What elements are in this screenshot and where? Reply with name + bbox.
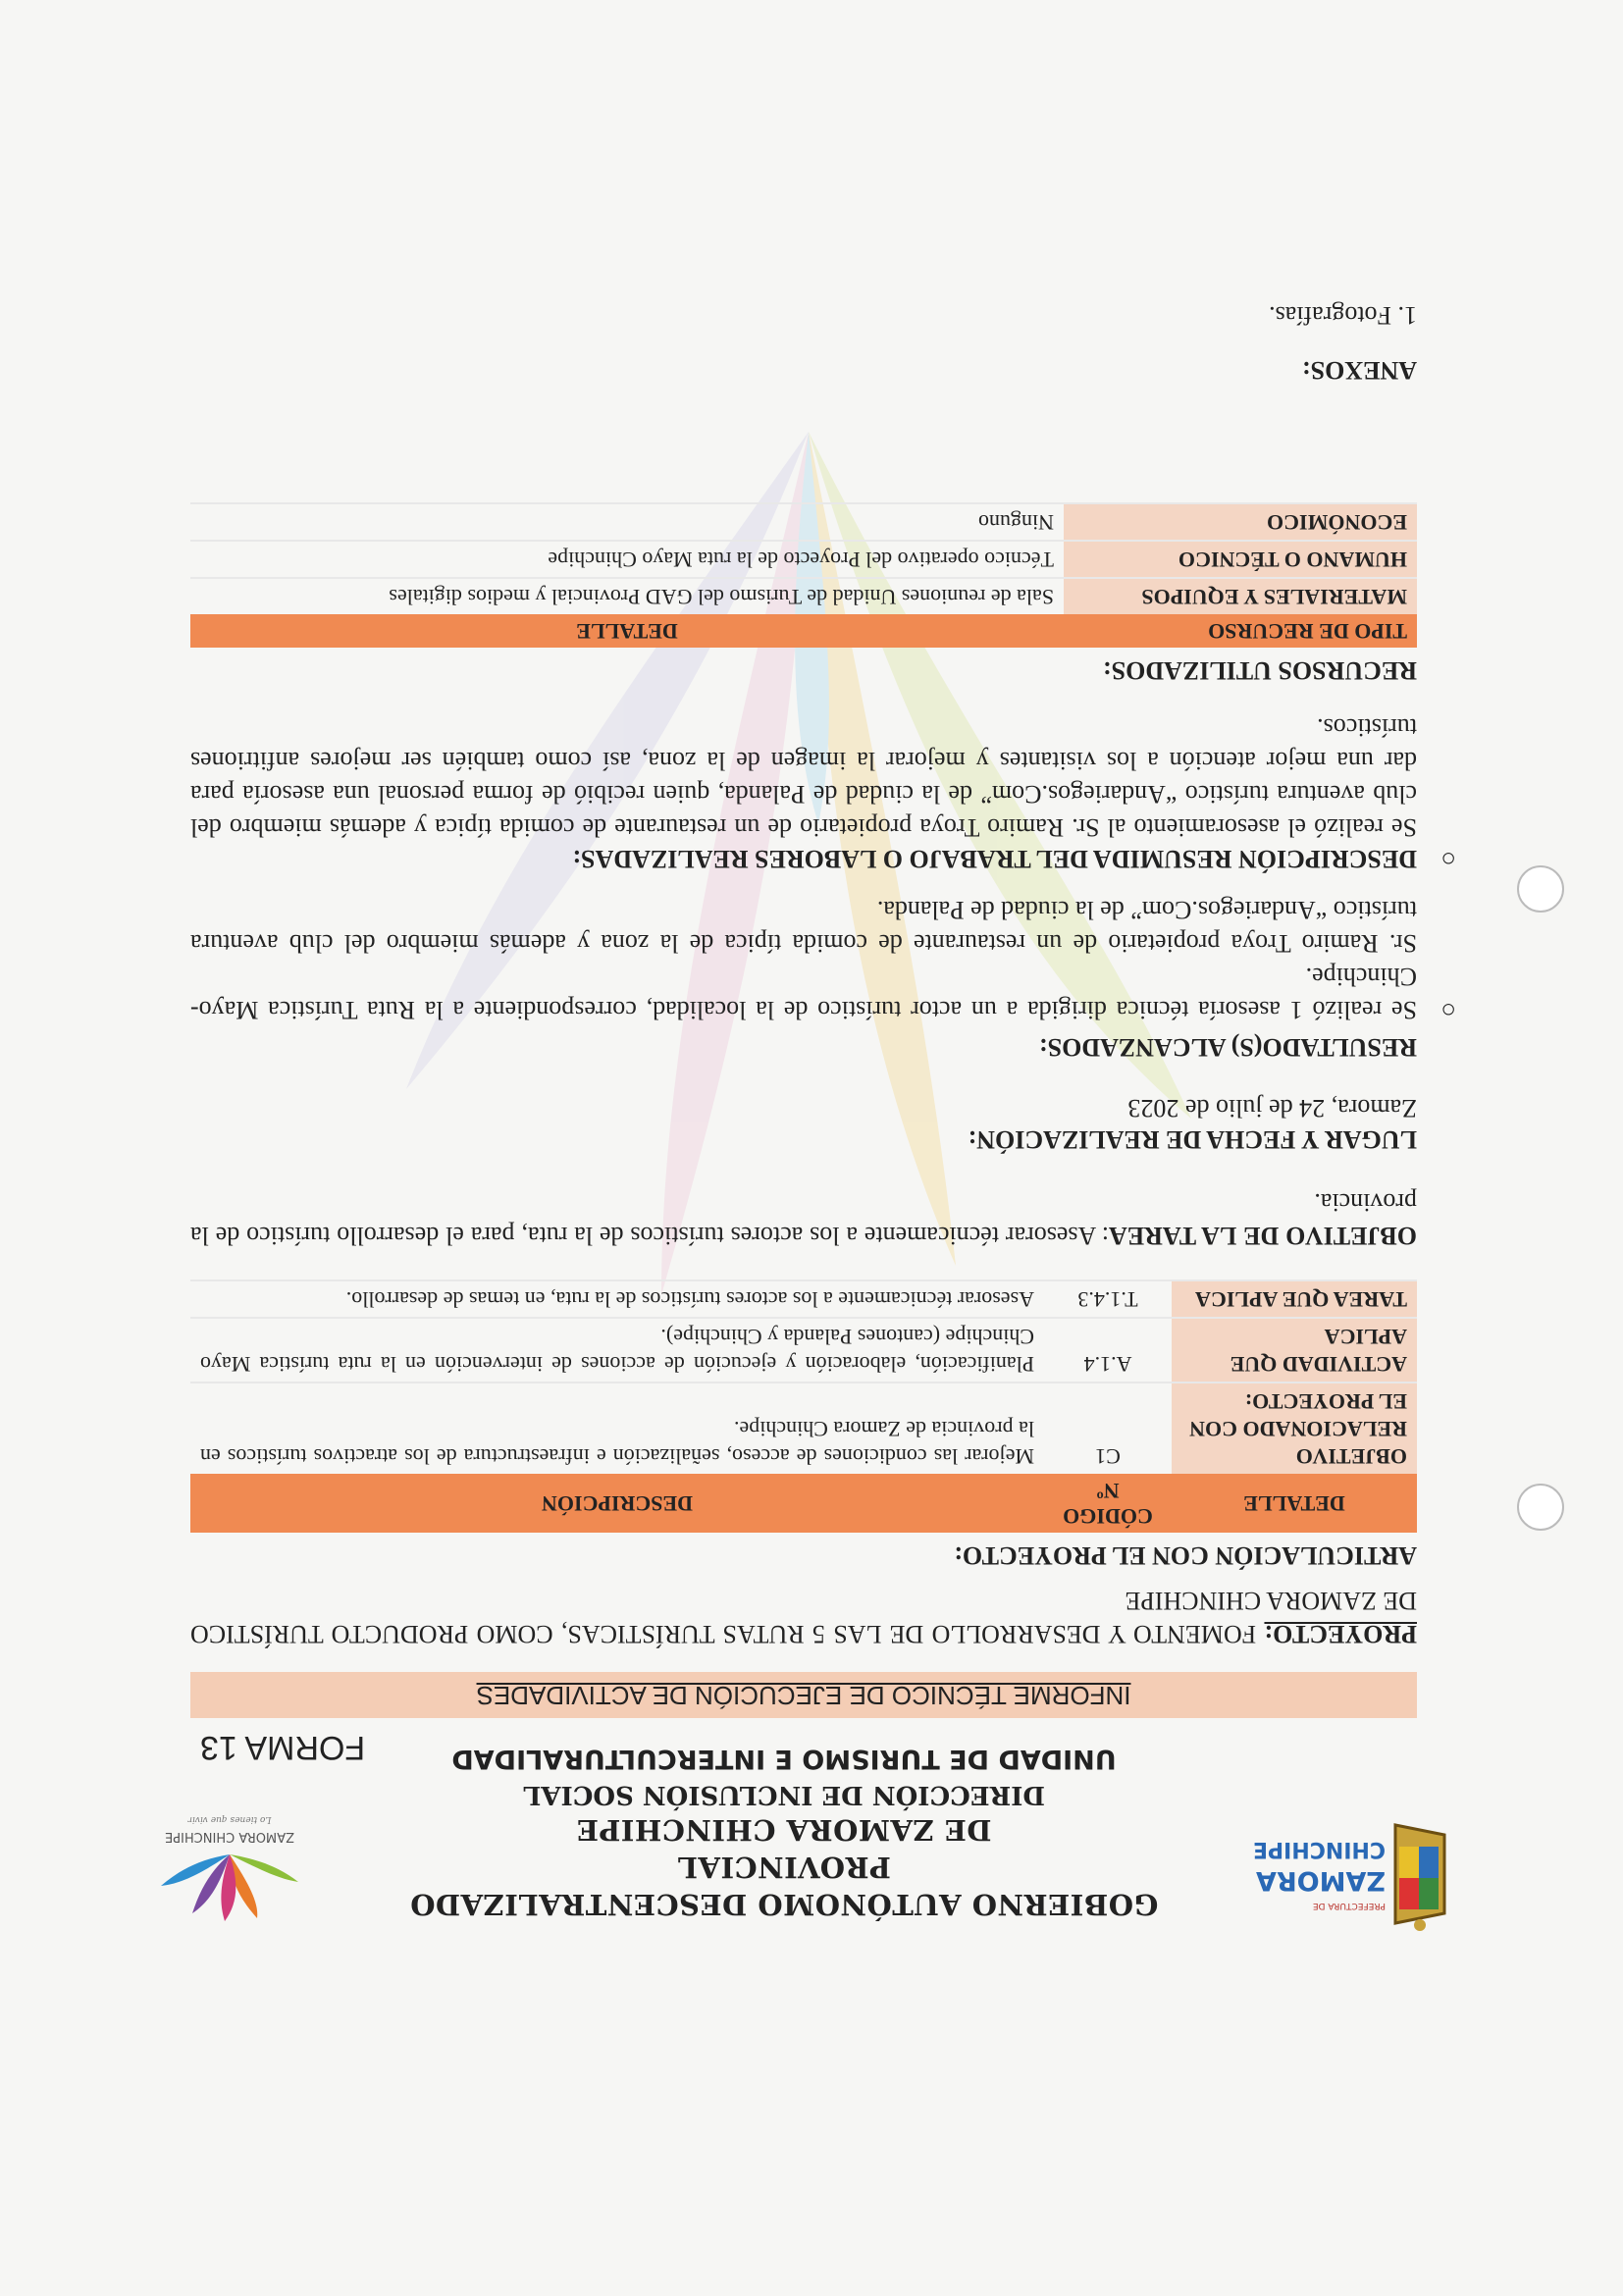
cell-tipo: ECONÓMICO bbox=[1064, 503, 1417, 541]
resources-table bbox=[190, 502, 1417, 648]
table-row bbox=[190, 1318, 1417, 1383]
annexes-title: ANEXOS: bbox=[1301, 356, 1417, 385]
report-banner: INFORME TÉCNICO DE EJECUCIÓN DE ACTIVIDADES bbox=[190, 1672, 1417, 1718]
col-header-detalle: DETALLE bbox=[1172, 1474, 1417, 1533]
results-item bbox=[190, 893, 1456, 1026]
header-title-line2: DE ZAMORA CHINCHIPE bbox=[576, 1813, 992, 1847]
project-paragraph bbox=[190, 1584, 1417, 1650]
resources-title: RECURSOS UTILIZADOS: bbox=[1102, 656, 1417, 685]
brand-logo-tagline: Lo tienes que vivir bbox=[187, 1814, 272, 1824]
zamora-chinchipe-brand-logo bbox=[112, 1805, 347, 1923]
articulation-table bbox=[190, 1279, 1417, 1533]
cell-descripcion: Planificación, elaboración y ejecución de acciones de intervención en la ruta turística Mayo Chinchipe (cantones Palanda y Chinchipe). bbox=[190, 1318, 1044, 1383]
punch-hole-bottom bbox=[1517, 865, 1564, 913]
col-header-detalle: DETALLE bbox=[190, 614, 1064, 648]
cell-codigo: A.1.4 bbox=[1044, 1318, 1172, 1383]
results-text: Se realizó 1 asesoría técnica dirigida a un actor turístico de la localidad, correspondiente a la Ruta Turística Mayo-Chinchipe. bbox=[190, 963, 1417, 1024]
header-titles bbox=[406, 1739, 1162, 1923]
place-date-title: LUGAR Y FECHA DE REALIZACIÓN: bbox=[968, 1125, 1417, 1154]
results-title: RESULTADO(S) ALCANZADOS: bbox=[1038, 1033, 1417, 1062]
brand-logo-name: ZAMORA CHINCHIPE bbox=[165, 1829, 294, 1844]
cell-detalle: Técnico operativo del Proyecto de la ruta Mayo Chinchipe bbox=[190, 541, 1064, 578]
header-title-line4: UNIDAD DE TURISMO E INTERCULTURALIDAD bbox=[451, 1744, 1117, 1774]
header-title-line3: DIRECCIÓN DE INCLUSIÓN SOCIAL bbox=[523, 1780, 1045, 1809]
objective-paragraph bbox=[190, 1185, 1417, 1252]
cell-codigo: C1 bbox=[1044, 1383, 1172, 1474]
logo-text-zamora: ZAMORA bbox=[1256, 1865, 1386, 1896]
summary-text: Se realizó el asesoramiento al Sr. Ramiro Troya propietario de un restaurante de comida típica y además miembro del club aventura turístico “Andariegos.Com” de la ciudad de Palanda, quien recibió de forma personal una asesoría para dar una mejor atención a los visitantes y mejorar la imagen de la zona, así como también ser mejores anfitriones turísticos. bbox=[190, 713, 1417, 842]
articulation-title: ARTICULACIÓN CON EL PROYECTO: bbox=[954, 1541, 1417, 1570]
table-row bbox=[190, 1280, 1417, 1318]
summary-title: DESCRIPCIÓN RESUMIDA DEL TRABAJO O LABORES REALIZADAS: bbox=[572, 845, 1417, 873]
objective-label: OBJETIVO DE LA TAREA bbox=[1109, 1222, 1417, 1250]
resources-header-row bbox=[190, 614, 1417, 648]
report-body bbox=[189, 298, 1456, 1766]
cell-descripcion: Asesorar técnicamente a los actores turísticos de la ruta, en temas de desarrollo. bbox=[190, 1280, 1044, 1318]
logo-text-prefectura: PREFECTURA DE bbox=[1312, 1901, 1386, 1910]
table-row bbox=[190, 578, 1417, 614]
cell-detalle: ACTIVIDAD QUE APLICA bbox=[1172, 1318, 1417, 1383]
cell-tipo: HUMANO O TÉCNICO bbox=[1064, 541, 1417, 578]
summary-title-row bbox=[190, 844, 1456, 873]
objective-text: : Asesorar técnicamente a los actores turísticos de la ruta, para el desarrollo turístico de la provincia. bbox=[189, 1188, 1417, 1250]
cell-detalle: Sala de reuniones Unidad de Turismo del GAD Provincial y medios digitales bbox=[190, 578, 1064, 614]
cell-descripcion: Mejorar las condiciones de acceso, señalización e infraestructura de los atractivos turísticos en la provincia de Zamora Chinchipe. bbox=[190, 1383, 1044, 1474]
table-row bbox=[190, 1383, 1417, 1474]
col-header-codigo: CÓDIGO Nº bbox=[1044, 1474, 1172, 1533]
table-row bbox=[190, 541, 1417, 578]
cell-codigo: T.1.4.3 bbox=[1044, 1280, 1172, 1318]
cell-detalle: TAREA QUE APLICA bbox=[1172, 1280, 1417, 1318]
form-number: FORMA 13 bbox=[200, 1729, 366, 1766]
bullet-circle-icon: ○ bbox=[1440, 845, 1456, 873]
annexes-item: 1. Fotografías. bbox=[1269, 301, 1417, 330]
articulation-header-row bbox=[190, 1474, 1417, 1533]
bullet-circle-icon: ○ bbox=[1440, 996, 1456, 1024]
cell-detalle: Ninguno bbox=[190, 503, 1064, 541]
col-header-tipo: TIPO DE RECURSO bbox=[1064, 614, 1417, 648]
results-text-2: Sr. Ramiro Troya propietario de un restaurante de comida típica de la zona y además miembro del club aventura turístico “Andariegos.Com” de la ciudad de Palanda. bbox=[190, 896, 1417, 958]
project-text: FOMENTO Y DESARROLLO DE LAS 5 RUTAS TURÍSTICAS, COMO PRODUCTO TURÍSTICO DE ZAMORA CHINCHIPE bbox=[190, 1587, 1417, 1648]
place-date-text: Zamora, 24 de julio de 2023 bbox=[1127, 1094, 1417, 1122]
project-label: PROYECTO: bbox=[1264, 1620, 1417, 1648]
cell-detalle: OBJETIVO RELACIONADO CON EL PROYECTO: bbox=[1172, 1383, 1417, 1474]
header-title-line1: GOBIERNO AUTÓNOMO DESCENTRALIZADO PROVINCIAL bbox=[409, 1851, 1159, 1921]
prefectura-logo bbox=[1252, 1805, 1464, 1933]
logo-text-chinchipe: CHINCHIPE bbox=[1252, 1837, 1386, 1861]
col-header-descripcion: DESCRIPCIÓN bbox=[190, 1474, 1044, 1533]
table-row bbox=[190, 503, 1417, 541]
punch-hole-top bbox=[1517, 1484, 1564, 1531]
cell-tipo: MATERIALES Y EQUIPOS bbox=[1064, 578, 1417, 614]
